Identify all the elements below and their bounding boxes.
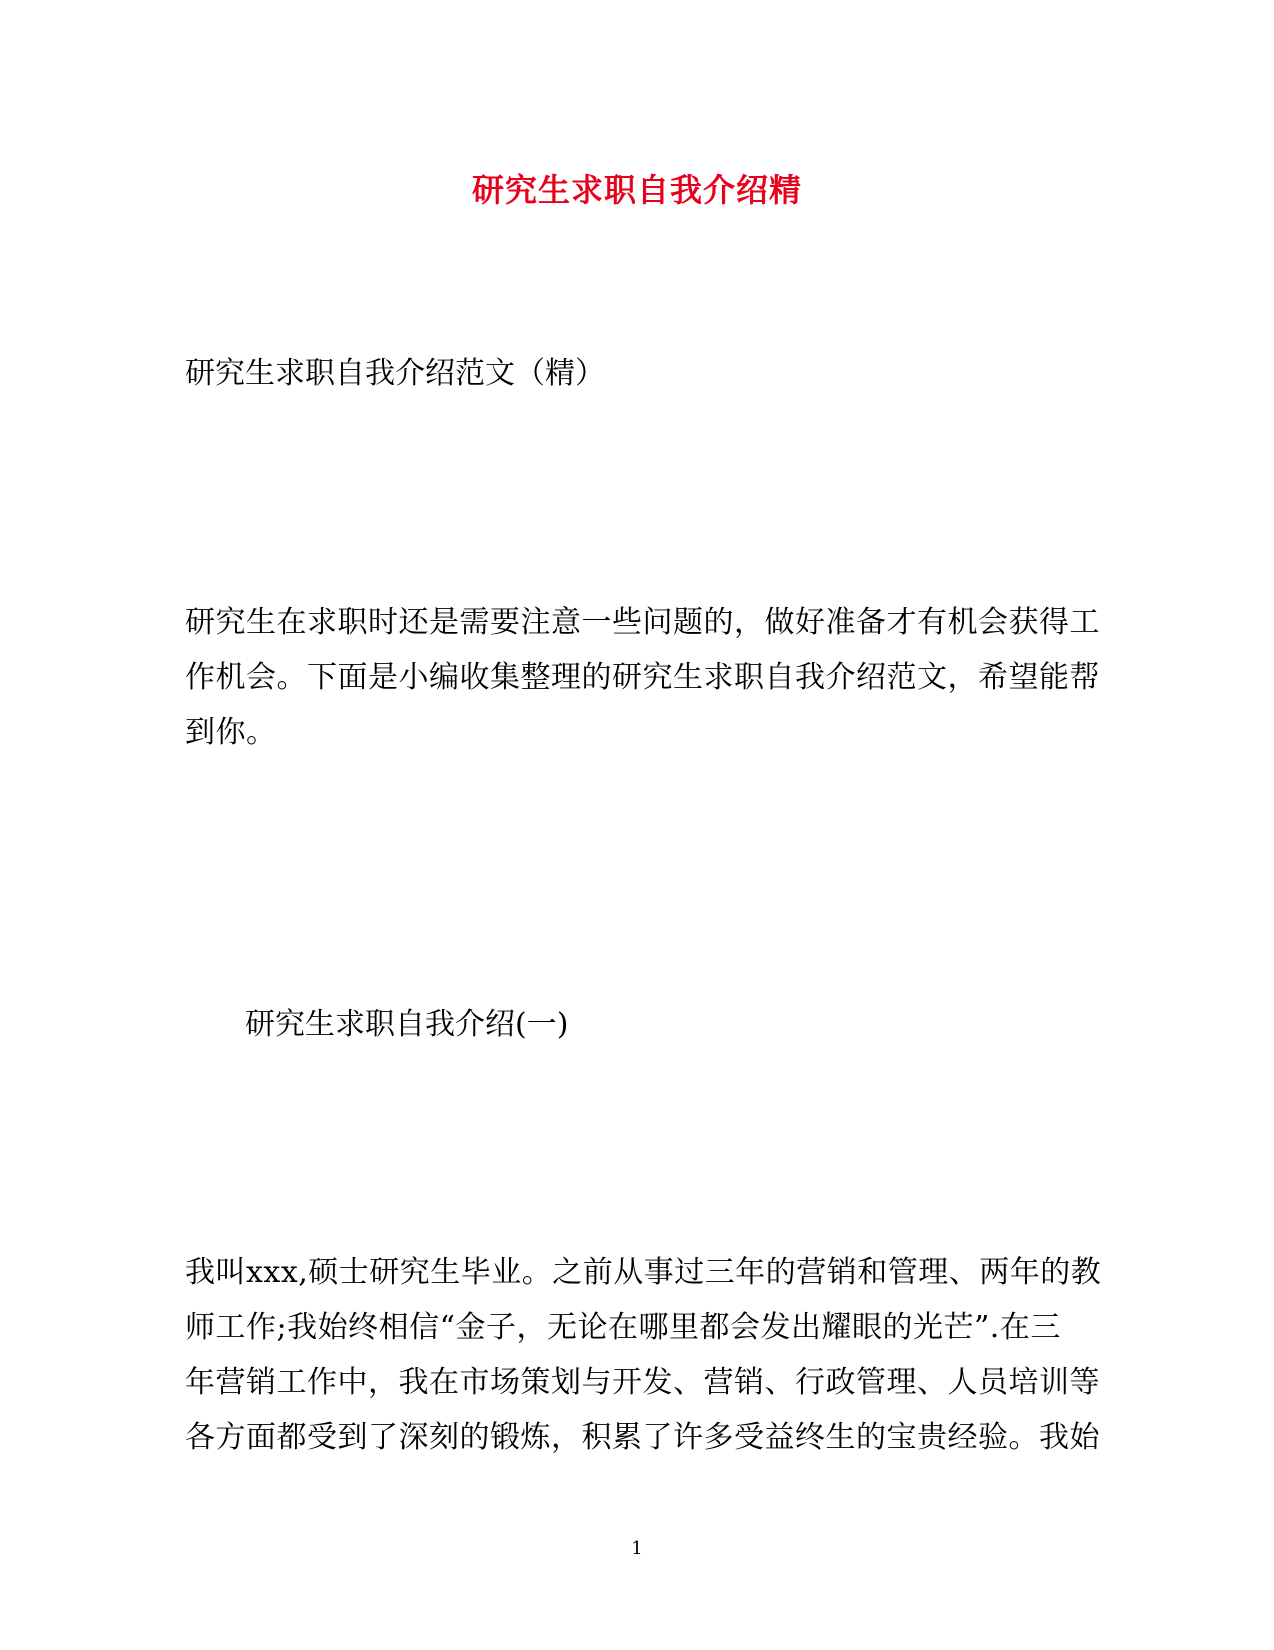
section-paragraph-line: 年营销工作中，我在市场策划与开发、营销、行政管理、人员培训等 <box>185 1365 1100 1400</box>
document-subtitle: 研究生求职自我介绍范文（精） <box>185 356 605 391</box>
intro-paragraph-line: 研究生在求职时还是需要注意一些问题的，做好准备才有机会获得工 <box>185 605 1100 640</box>
section-paragraph-line: 各方面都受到了深刻的锻炼，积累了许多受益终生的宝贵经验。我始 <box>185 1420 1100 1455</box>
intro-paragraph-line: 到你。 <box>185 715 277 750</box>
section-paragraph-line: 师工作;我始终相信“金子，无论在哪里都会发出耀眼的光芒”.在三 <box>185 1310 1061 1345</box>
document-title: 研究生求职自我介绍精 <box>471 171 802 209</box>
intro-paragraph-line: 作机会。下面是小编收集整理的研究生求职自我介绍范文，希望能帮 <box>185 660 1100 695</box>
section-paragraph-line: 我叫xxx,硕士研究生毕业。之前从事过三年的营销和管理、两年的教 <box>185 1255 1102 1290</box>
section-heading: 研究生求职自我介绍(一) <box>245 1007 569 1042</box>
page-number: 1 <box>631 1538 643 1559</box>
